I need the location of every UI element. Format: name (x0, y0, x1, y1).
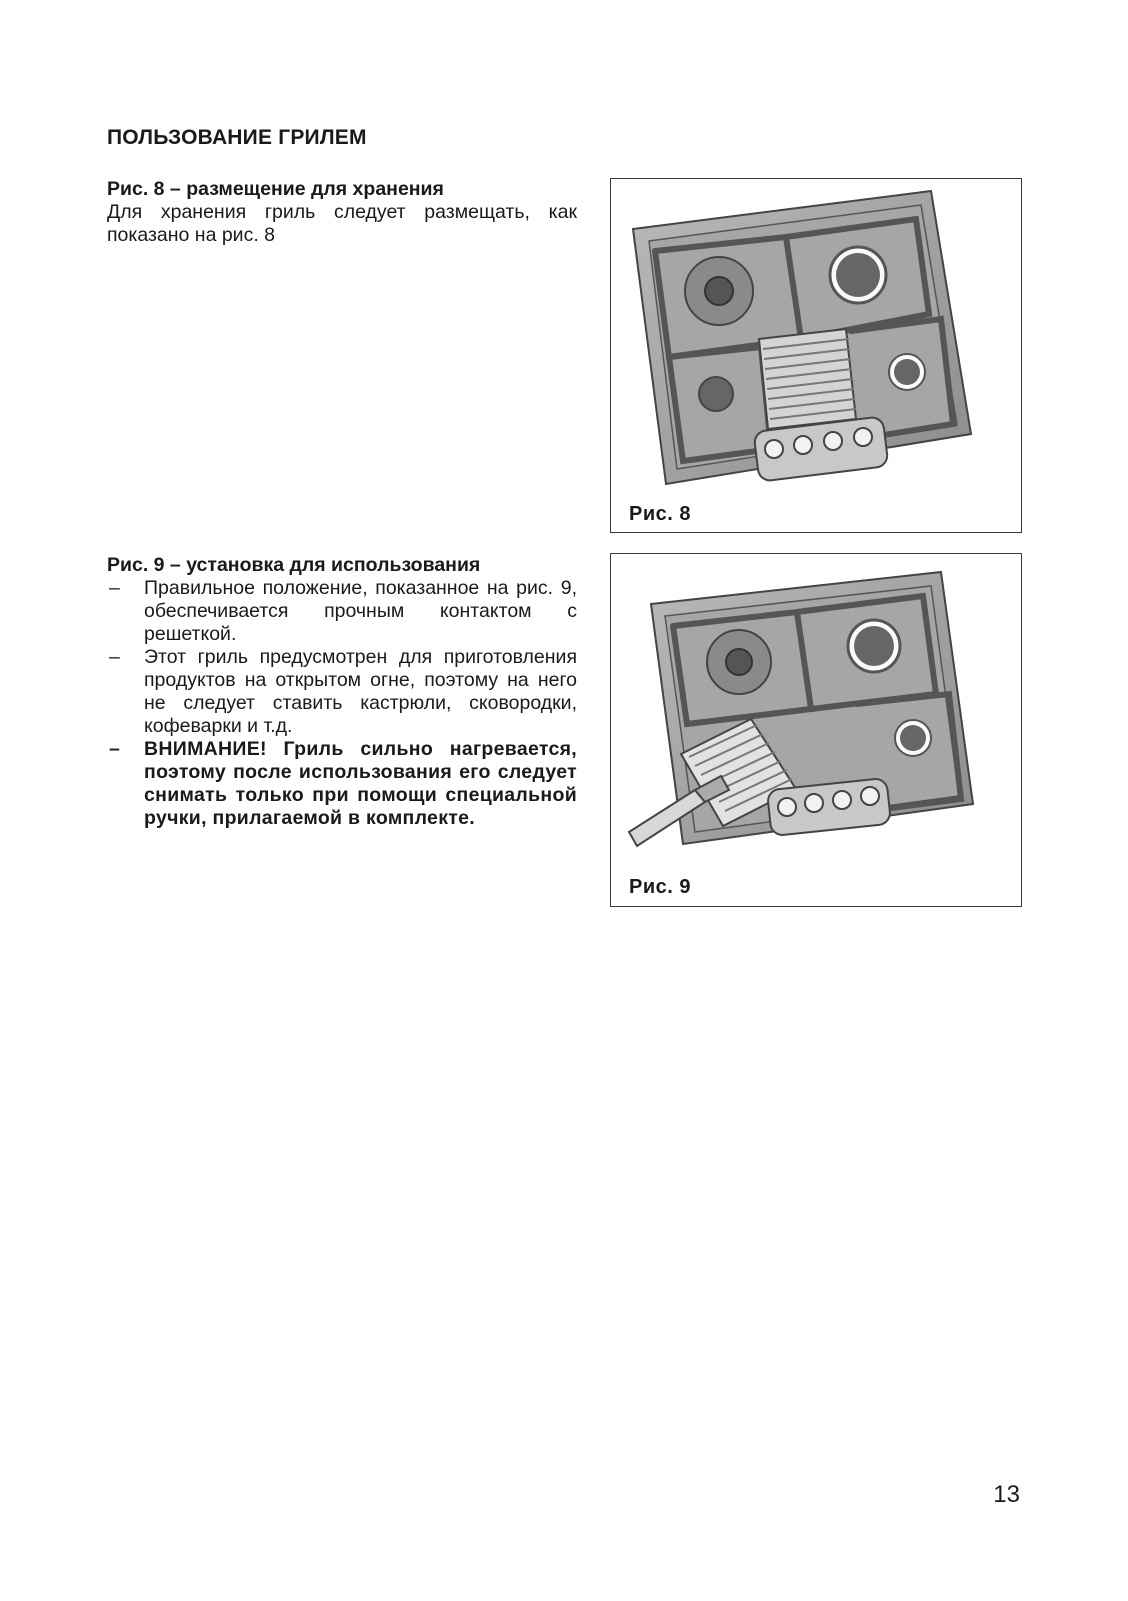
list-item-warning (107, 738, 577, 830)
knob-icon (765, 440, 783, 458)
page-title: ПОЛЬЗОВАНИЕ ГРИЛЕМ (107, 126, 367, 149)
page-number: 13 (993, 1481, 1020, 1508)
figure-8-caption: Рис. 8 (629, 503, 691, 525)
hob-usage-illustration (611, 554, 1021, 906)
list-dash: – (109, 738, 121, 760)
figure-8 (610, 178, 1022, 533)
knob-icon (805, 794, 823, 812)
warning-text: ВНИМАНИЕ! Гриль сильно нагревается, поэтому после использования его следует снимать только при помощи специальной ручки, прилагаемой в комплекте. (144, 738, 577, 829)
grill-plate-icon (759, 329, 856, 429)
knob-icon (854, 428, 872, 446)
knob-icon (794, 436, 812, 454)
figure-9-caption: Рис. 9 (629, 876, 691, 898)
burner-icon (699, 377, 733, 411)
list-dash: – (109, 577, 120, 599)
section-storage-text: Для хранения гриль следует размещать, как показано на рис. 8 (107, 201, 577, 246)
knob-icon (861, 787, 879, 805)
knob-icon (778, 798, 796, 816)
list-item (107, 646, 577, 738)
usage-list (107, 577, 577, 830)
section-usage (107, 554, 577, 830)
list-item-text: Правильное положение, показанное на рис. 9, обеспечивается прочным контактом с решеткой. (144, 577, 577, 645)
list-item-text: Этот гриль предусмотрен для приготовления продуктов на открытом огне, поэтому на него не следует ставить кастрюли, сковородки, кофеварки и т.д. (144, 646, 577, 737)
list-item (107, 577, 577, 646)
section-usage-heading: Рис. 9 – установка для использования (107, 554, 481, 576)
section-storage-heading: Рис. 8 – размещение для хранения (107, 178, 444, 200)
list-dash: – (109, 646, 120, 668)
knob-icon (833, 791, 851, 809)
knob-icon (824, 432, 842, 450)
section-storage (107, 178, 577, 247)
figure-9 (610, 553, 1022, 907)
hob-storage-illustration (611, 179, 1021, 532)
